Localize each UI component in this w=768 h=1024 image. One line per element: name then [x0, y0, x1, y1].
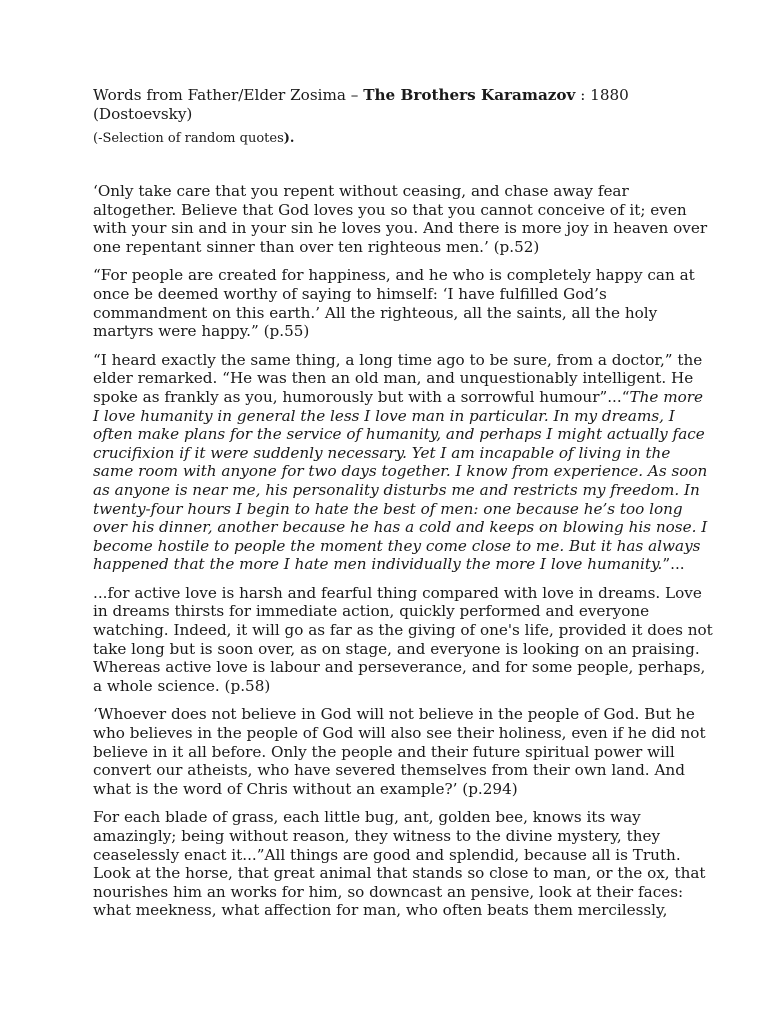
book-title: The Brothers Karamazov	[363, 86, 576, 104]
quote-3-intro: “I heard exactly the same thing, a long time ago to be sure, from a doctor,” the elder remarked. “He was then an old man, and unquestionably intelligent. He spoke as frankly as you, humorously but with a sorrowful humour”...“	[93, 350, 703, 406]
quote-paragraph-2: “For people are created for happiness, and he who is completely happy can at once be deemed worthy of saying to himself: ‘I have fulfilled God’s commandment on this earth.’ All the righteous, all the saints, all the holy martyrs were happy.” (p.55)	[93, 266, 695, 341]
document-subtitle	[93, 130, 713, 148]
quote-paragraph-1: ‘Only take care that you repent without ceasing, and chase away fear altogether. Believe that God loves you so that you cannot conceive of it; even with your sin and in your sin he loves you. And there is more joy in heaven over one repentant sinner than over ten righteous men.’ (p.52)	[93, 182, 708, 256]
subtitle-end: ).	[283, 131, 295, 146]
title-prefix: Words from Father/Elder Zosima –	[93, 86, 364, 104]
quote-3-italic: The more I love humanity in general the less I love man in particular. In my dreams, I often make plans for the service of humanity, and perhaps I might actually face crucifixion if it were suddenly necessary. Yet I am incapable of living in the same room with anyone for two days together. I know from experience. As soon as anyone is near me, his personality disturbs me and restricts my freedom. In twenty-four hours I begin to hate the best of men: one because he’s too long over his dinner, another because he has a cold and keeps on blowing his nose. I become hostile to people the moment they come close to me. But it has always happened that the more I hate men individually the more I love humanity.	[93, 387, 708, 574]
quote-paragraph-3	[93, 351, 713, 574]
document-title	[93, 86, 713, 124]
quote-paragraph-6: For each blade of grass, each little bug, ant, golden bee, knows its way amazingly; being without reason, they witness to the divine mystery, they ceaselessly enact it...”All things are good and splendid, because all is Truth. Look at the horse, that great animal that stands so close to man, or the ox, that nourishes him an works for him, so downcast an pensive, look at their faces: what meekness, what affection for man, who often beats them mercilessly,	[93, 808, 706, 920]
subtitle-text: (-Selection of random quotes	[93, 131, 284, 146]
quote-3-end: ”...	[662, 555, 685, 574]
quote-paragraph-5: ‘Whoever does not believe in God will not believe in the people of God. But he who believes in the people of God will also see their holiness, even if he did not believe in it all before. Only the people and their future spiritual power will convert our atheists, who have severed themselves from their own land. And what is the word of Chris without an example?’ (p.294)	[93, 705, 706, 798]
quote-paragraph-4: ...for active love is harsh and fearful thing compared with love in dreams. Love in dreams thirsts for immediate action, quickly performed and everyone watching. Indeed, it will go as far as the giving of one's life, provided it does not take long but is soon over, as on stage, and everyone is looking on an praising. Whereas active love is labour and perseverance, and for some people, perhaps, a whole science. (p.58)	[93, 583, 713, 695]
title-suffix: : 1880 (Dostoevsky)	[93, 86, 629, 123]
document-page	[93, 86, 713, 930]
